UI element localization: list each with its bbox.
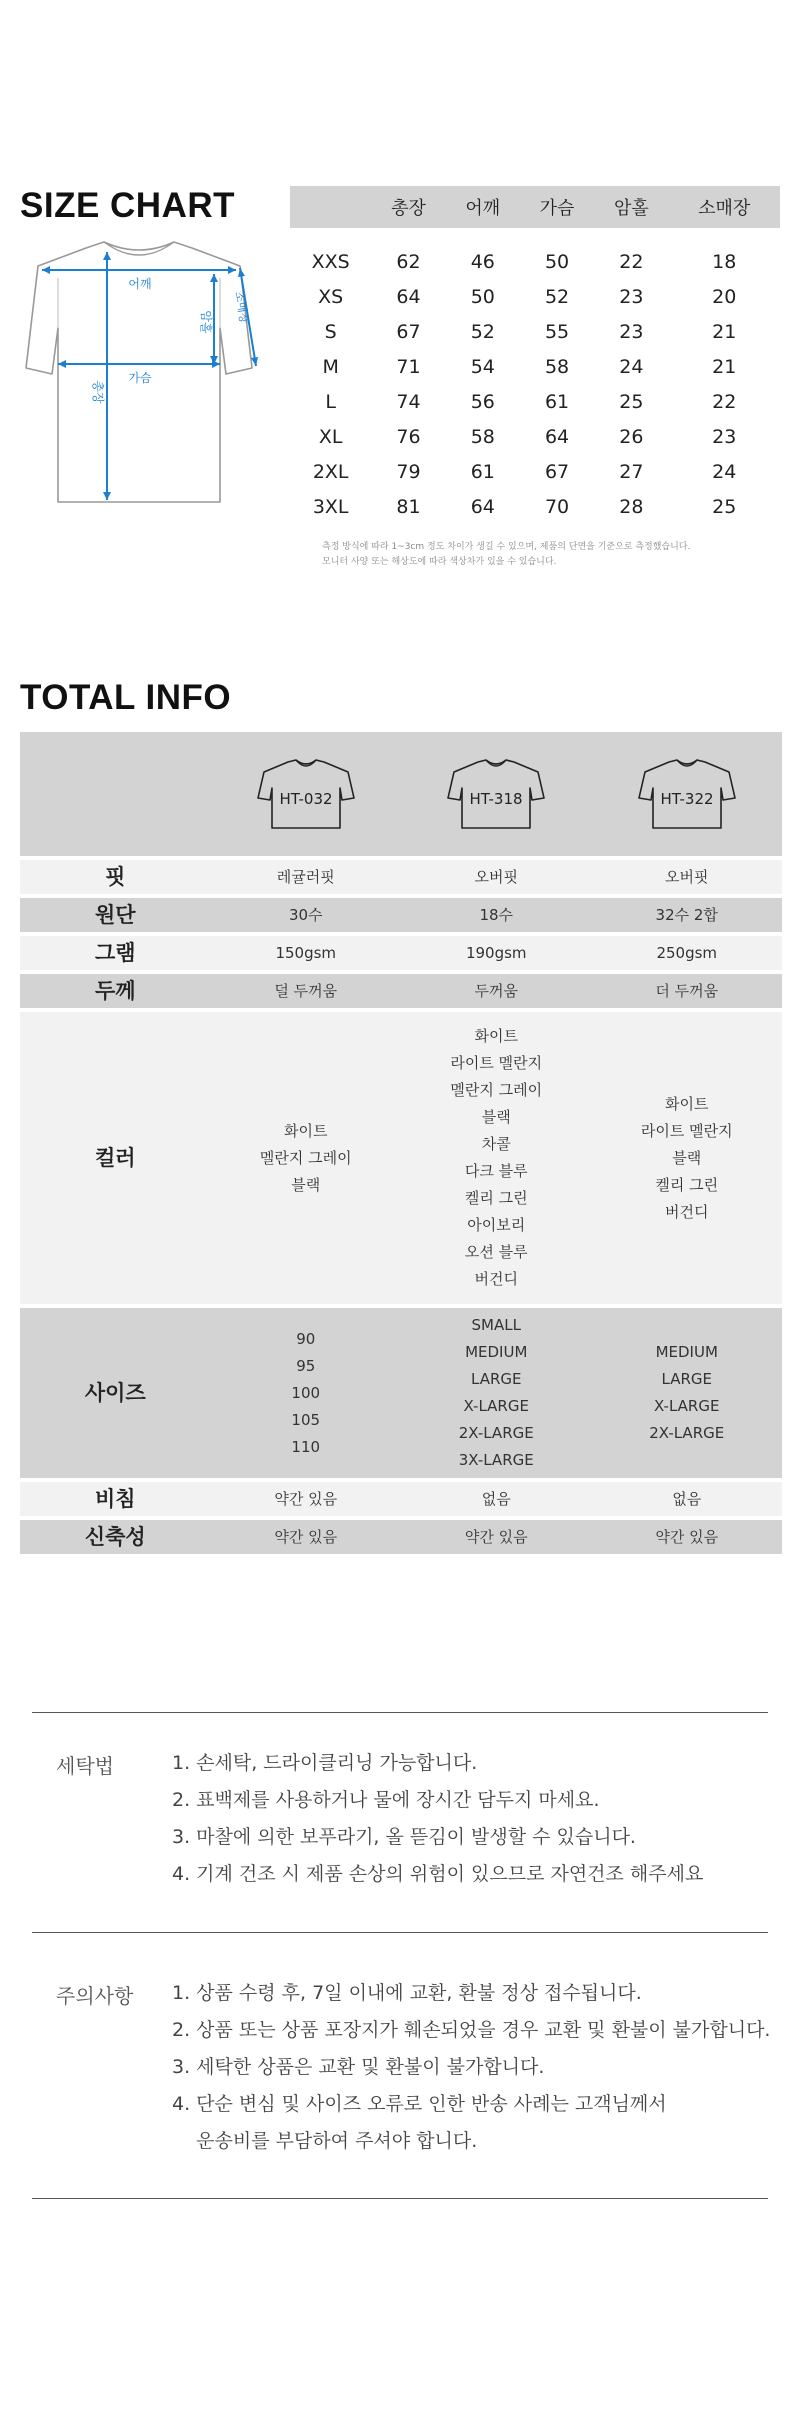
size-name-cell: XXS [311, 250, 350, 273]
color-item: 블랙 [672, 1148, 702, 1167]
color-item: 화이트 [284, 1121, 328, 1140]
size-col-header: 총장 [371, 186, 445, 228]
size-item: 2X-LARGE [458, 1424, 534, 1442]
sheer-label: 비침 [20, 1482, 211, 1516]
size-item: 100 [291, 1383, 321, 1402]
size-value-cell: 22 [712, 390, 737, 413]
size-value-cell: 58 [470, 425, 495, 448]
fit-value: 오버핏 [401, 860, 592, 894]
chest-label: 가슴 [128, 371, 152, 385]
product-code: HT-322 [660, 790, 714, 808]
product-cell [211, 732, 402, 856]
weight-value: 250gsm [592, 936, 783, 970]
size-value-cell: 81 [396, 495, 421, 518]
size-row [20, 1308, 782, 1478]
color-item: 멜란지 그레이 [259, 1148, 352, 1167]
fabric-row [20, 898, 782, 932]
size-value-cell: 23 [619, 285, 644, 308]
product-cell [401, 732, 592, 856]
size-item: 90 [296, 1329, 316, 1348]
total-info-table [20, 732, 782, 1554]
sheer-value: 없음 [401, 1482, 592, 1516]
size-table-row [290, 314, 780, 349]
size-name-cell: S [324, 320, 337, 343]
sleeve-label: 소매장 [232, 290, 251, 325]
thickness-label: 두께 [20, 974, 211, 1008]
fit-value: 오버핏 [592, 860, 783, 894]
shoulder-label: 어깨 [128, 277, 152, 291]
sheer-value: 없음 [592, 1482, 783, 1516]
size-value-cell: 64 [396, 285, 421, 308]
caution-item: 3. 세탁한 상품은 교환 및 환불이 불가합니다. [172, 2056, 545, 2078]
total-info-title: TOTAL INFO [20, 678, 232, 717]
size-item: LARGE [471, 1370, 522, 1388]
size-item: LARGE [661, 1370, 712, 1388]
size-item: 105 [291, 1410, 321, 1429]
size-value-cell: 24 [712, 460, 737, 483]
size-item: X-LARGE [463, 1397, 529, 1415]
size-value-cell: 76 [396, 425, 421, 448]
size-value-cell: 71 [396, 355, 421, 378]
size-value-cell: 28 [619, 495, 644, 518]
size-value-cell: 25 [712, 495, 737, 518]
fabric-value: 32수 2합 [592, 898, 783, 932]
size-chart-table [290, 186, 780, 524]
size-table-row [290, 454, 780, 489]
size-value-cell: 52 [470, 320, 495, 343]
size-value-cell: 61 [470, 460, 495, 483]
size-value-cell: 67 [544, 460, 570, 483]
size-value-cell: 64 [544, 425, 570, 448]
color-item: 오션 블루 [464, 1243, 528, 1261]
caution-item: 1. 상품 수령 후, 7일 이내에 교환, 환불 정상 접수됩니다. [172, 1982, 642, 2004]
product-cell [592, 732, 783, 856]
size-value-cell: 27 [619, 460, 644, 483]
caution-title: 주의사항 [56, 1984, 134, 2008]
size-value-cell: 46 [470, 250, 495, 273]
size-value-cell: 22 [619, 250, 644, 273]
color-item: 블랙 [481, 1108, 511, 1126]
size-table-row [290, 489, 780, 524]
size-value-cell: 54 [470, 355, 495, 378]
size-list [211, 1308, 402, 1478]
color-item: 화이트 [474, 1027, 518, 1045]
size-value-cell: 24 [619, 355, 644, 378]
stretch-label: 신축성 [20, 1520, 211, 1554]
size-value-cell: 58 [544, 355, 570, 378]
size-item: 2X-LARGE [649, 1424, 725, 1442]
color-item: 버건디 [474, 1270, 518, 1288]
fit-label: 핏 [20, 860, 211, 894]
size-value-cell: 21 [712, 355, 737, 378]
size-table-header [290, 186, 780, 228]
size-value-cell: 62 [396, 250, 421, 273]
color-label: 컬러 [20, 1012, 211, 1304]
size-col-header: 암홀 [594, 186, 668, 228]
color-item: 다크 블루 [464, 1162, 528, 1180]
size-table-row [290, 279, 780, 314]
size-value-cell: 61 [544, 390, 570, 413]
size-name-cell: XS [318, 285, 344, 308]
product-code: HT-032 [279, 790, 333, 808]
divider [32, 1712, 768, 1713]
size-table-row [290, 384, 780, 419]
color-item: 블랙 [291, 1175, 321, 1194]
caution-item: 2. 상품 또는 상품 포장지가 훼손되었을 경우 교환 및 환불이 불가합니다. [172, 2019, 771, 2041]
sheer-row [20, 1482, 782, 1516]
size-name-cell: XL [318, 425, 343, 448]
size-value-cell: 52 [544, 285, 570, 308]
size-value-cell: 23 [619, 320, 644, 343]
washing-item: 4. 기계 건조 시 제품 손상의 위험이 있으므로 자연건조 해주세요 [172, 1863, 704, 1885]
stretch-value: 약간 있음 [211, 1520, 402, 1554]
thickness-value: 덜 두꺼움 [211, 974, 402, 1008]
size-name-cell: 3XL [312, 495, 349, 518]
size-value-cell: 21 [712, 320, 737, 343]
size-table-row [290, 349, 780, 384]
size-value-cell: 56 [470, 390, 495, 413]
color-item: 켈리 그린 [464, 1189, 528, 1207]
size-col-header: 소매장 [668, 186, 780, 228]
color-item: 차콜 [481, 1135, 511, 1153]
color-list [592, 1012, 783, 1304]
color-item: 라이트 멜란지 [450, 1054, 543, 1072]
caution-list [172, 1975, 770, 2160]
size-col-header: 어깨 [446, 186, 520, 228]
size-name-cell: 2XL [312, 460, 349, 483]
size-value-cell: 50 [544, 250, 570, 273]
size-item: MEDIUM [465, 1343, 528, 1361]
size-item: SMALL [471, 1316, 521, 1334]
washing-item: 3. 마찰에 의한 보푸라기, 올 뜯김이 발생할 수 있습니다. [172, 1826, 636, 1848]
size-value-cell: 25 [619, 390, 644, 413]
color-item: 켈리 그린 [655, 1175, 719, 1194]
size-item: MEDIUM [655, 1343, 718, 1361]
size-value-cell: 67 [396, 320, 421, 343]
caution-item: 운송비를 부담하여 주셔야 합니다. [172, 2130, 478, 2152]
product-code: HT-318 [469, 790, 523, 808]
size-value-cell: 23 [712, 425, 737, 448]
thickness-value: 더 두꺼움 [592, 974, 783, 1008]
size-value-cell: 18 [712, 250, 737, 273]
fabric-value: 30수 [211, 898, 402, 932]
size-item: 95 [296, 1356, 316, 1375]
fabric-value: 18수 [401, 898, 592, 932]
color-item: 멜란지 그레이 [450, 1081, 543, 1099]
size-col-header [290, 186, 371, 228]
weight-value: 150gsm [211, 936, 402, 970]
washing-list [172, 1745, 703, 1893]
tshirt-measure-diagram [16, 238, 262, 506]
color-list [211, 1012, 402, 1304]
color-item: 화이트 [665, 1094, 709, 1113]
size-value-cell: 64 [470, 495, 495, 518]
weight-label: 그램 [20, 936, 211, 970]
size-name-cell: M [322, 355, 339, 378]
product-row [20, 732, 782, 856]
washing-item: 1. 손세탁, 드라이클리닝 가능합니다. [172, 1752, 478, 1774]
fit-row [20, 860, 782, 894]
color-item: 버건디 [665, 1202, 709, 1221]
fabric-label: 원단 [20, 898, 211, 932]
thickness-row [20, 974, 782, 1008]
size-value-cell: 20 [712, 285, 737, 308]
tshirt-icon [444, 758, 548, 830]
size-chart-title: SIZE CHART [20, 186, 235, 225]
tshirt-icon [254, 758, 358, 830]
sheer-value: 약간 있음 [211, 1482, 402, 1516]
stretch-value: 약간 있음 [592, 1520, 783, 1554]
size-value-cell: 79 [396, 460, 421, 483]
size-value-cell: 70 [544, 495, 570, 518]
size-value-cell: 74 [396, 390, 421, 413]
tshirt-icon [635, 758, 739, 830]
size-item: 3X-LARGE [458, 1451, 534, 1469]
color-list [401, 1012, 592, 1304]
size-table-row [290, 419, 780, 454]
size-item: 110 [291, 1437, 321, 1456]
weight-row [20, 936, 782, 970]
thickness-value: 두꺼움 [401, 974, 592, 1008]
size-value-cell: 50 [470, 285, 495, 308]
length-label: 총장 [91, 380, 105, 404]
stretch-row [20, 1520, 782, 1554]
caution-item: 4. 단순 변심 및 사이즈 오류로 인한 반송 사례는 고객님께서 [172, 2093, 667, 2115]
divider [32, 2198, 768, 2199]
armhole-label: 암홀 [199, 310, 213, 334]
size-label: 사이즈 [20, 1308, 211, 1478]
color-item: 라이트 멜란지 [640, 1121, 733, 1140]
size-value-cell: 55 [544, 320, 570, 343]
fit-value: 레귤러핏 [211, 860, 402, 894]
size-item: X-LARGE [654, 1397, 720, 1415]
size-col-header: 가슴 [520, 186, 594, 228]
washing-item: 2. 표백제를 사용하거나 물에 장시간 담두지 마세요. [172, 1789, 600, 1811]
size-table-row [290, 228, 780, 279]
divider [32, 1932, 768, 1933]
size-value-cell: 26 [619, 425, 644, 448]
color-item: 아이보리 [467, 1216, 526, 1234]
size-note-line2: 모니터 사양 또는 해상도에 따라 색상차가 있을 수 있습니다. [322, 557, 557, 567]
color-row [20, 1012, 782, 1304]
stretch-value: 약간 있음 [401, 1520, 592, 1554]
size-list [401, 1308, 592, 1478]
washing-title: 세탁법 [56, 1754, 114, 1778]
size-list [592, 1308, 783, 1478]
weight-value: 190gsm [401, 936, 592, 970]
size-name-cell: L [325, 390, 336, 413]
size-note-line1: 측정 방식에 따라 1~3cm 정도 차이가 생길 수 있으며, 제품의 단면을 기준으로 측정했습니다. [322, 542, 691, 552]
